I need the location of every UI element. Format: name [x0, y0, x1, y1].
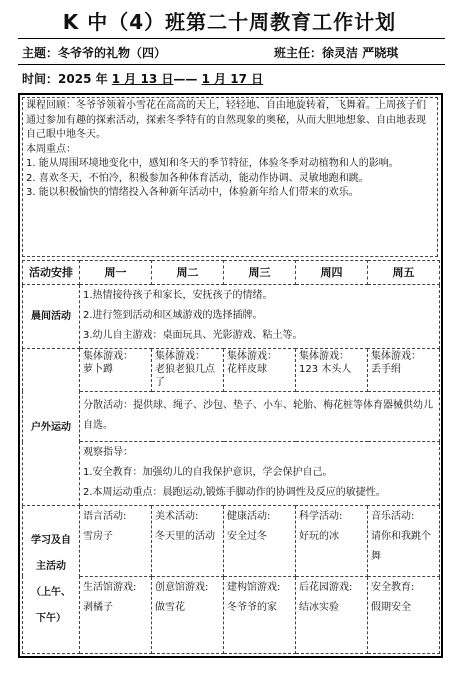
teacher-value: 徐灵洁 严晓琪 — [322, 46, 399, 60]
learning-row-1 — [23, 506, 440, 577]
learning-name: 做雪花 — [155, 601, 185, 613]
day-header: 周四 — [296, 261, 368, 285]
plan-sheet — [18, 93, 443, 658]
guide-item: 2.本周运动重点：晨跑运动,锻炼手脚动作的协调性及反应的敏捷性。 — [83, 487, 386, 499]
learning-cell — [368, 576, 440, 653]
group-game-name: 丢手绢 — [371, 364, 401, 376]
teacher-line — [274, 44, 398, 61]
morning-label: 晨间活动 — [23, 285, 80, 349]
learning-name: 好玩的冰 — [299, 531, 339, 543]
group-game-cell — [368, 349, 440, 392]
learning-name: 结冰实验 — [299, 601, 339, 613]
time-line — [22, 70, 263, 87]
group-game-cell — [224, 349, 296, 392]
course-review: 课程回顾：冬爷爷领着小雪花在高高的天上，轻轻地、自由地旋转着，飞舞着。上周孩子们通过参加有趣的探索活动，探索冬季特有的自然现象的奥秘，从而大胆地想象、自由地表现自己眼中地冬天。 — [26, 100, 426, 140]
morning-item: 3.幼儿自主游戏：桌面玩具、光影游戏、粘土等。 — [83, 330, 303, 342]
outdoor-games-row — [23, 349, 440, 392]
guide-title: 观察指导： — [83, 447, 133, 459]
time-start: 1 月 13 日 — [111, 72, 174, 86]
learning-name: 请你和我跳个舞 — [371, 531, 431, 563]
group-game-cell — [80, 349, 152, 392]
group-game-name: 老狼老狼几点了 — [155, 364, 215, 389]
learning-title: 科学活动: — [299, 511, 343, 523]
meta-divider — [18, 64, 445, 65]
learning-label-line: 下午） — [36, 612, 66, 624]
schedule-header-row — [23, 261, 440, 285]
group-game-name: 萝卜蹲 — [83, 364, 113, 376]
group-game-title: 集体游戏： — [299, 351, 349, 363]
group-game-title: 集体游戏： — [227, 351, 277, 363]
outdoor-label: 户外运动 — [23, 349, 80, 506]
group-game-name: 花样皮球 — [227, 364, 267, 376]
morning-item: 2.进行签到活动和区域游戏的选择插牌。 — [83, 310, 263, 322]
schedule-header-label: 活动安排 — [23, 261, 80, 285]
group-game-name: 123 木头人 — [299, 364, 352, 376]
learning-label-line: 主活动 — [36, 560, 66, 572]
learning-title: 生活馆游戏: — [83, 581, 137, 593]
learning-cell — [296, 506, 368, 577]
day-header: 周一 — [80, 261, 152, 285]
guide-row — [23, 442, 440, 506]
learning-title: 美术活动: — [155, 511, 199, 523]
learning-label-line: 学习及自 — [31, 534, 71, 546]
learning-label-line: （上午、 — [31, 586, 71, 598]
learning-name: 假期安全 — [371, 601, 411, 613]
teacher-label: 班主任： — [274, 46, 323, 60]
group-game-title: 集体游戏： — [83, 351, 133, 363]
observation-guide — [80, 442, 440, 506]
time-end: 1 月 17 日 — [201, 72, 264, 86]
guide-item: 1.安全教育：加强幼儿的自我保护意识，学会保护自己。 — [83, 467, 333, 479]
scattered-row — [23, 391, 440, 442]
learning-title: 安全教育: — [371, 581, 415, 593]
day-header: 周三 — [224, 261, 296, 285]
group-game-cell — [152, 349, 224, 392]
learning-name: 剥橘子 — [83, 601, 113, 613]
learning-cell — [224, 506, 296, 577]
morning-item: 1.热情接待孩子和家长，安抚孩子的情绪。 — [83, 290, 273, 302]
learning-title: 音乐活动: — [371, 511, 415, 523]
focus-point: 2. 喜欢冬天，不怕冷，积极参加各种体育活动，能动作协调、灵敏地跑和跳。 — [26, 172, 369, 184]
time-sep: —— — [173, 72, 198, 86]
learning-cell — [224, 576, 296, 653]
group-game-cell — [296, 349, 368, 392]
learning-cell — [152, 576, 224, 653]
group-game-title: 集体游戏： — [371, 351, 421, 363]
learning-title: 建构馆游戏: — [227, 581, 281, 593]
page-title: K 中（4）班第二十周教育工作计划 — [62, 10, 397, 34]
morning-row — [23, 285, 440, 349]
morning-activities — [80, 285, 440, 349]
learning-cell — [296, 576, 368, 653]
learning-title: 语言活动: — [83, 511, 127, 523]
focus-point: 1. 能从周围环境地变化中，感知和冬天的季节特征，体验冬季对动植物和人的影响。 — [26, 158, 399, 169]
time-label: 时间： — [22, 72, 59, 86]
learning-row-2 — [23, 576, 440, 653]
focus-point: 3. 能以积极愉快的情绪投入各种新年活动中，体验新年给人们带来的欢乐。 — [26, 187, 359, 198]
learning-label — [23, 506, 80, 654]
title-divider — [18, 38, 445, 39]
learning-cell — [80, 506, 152, 577]
learning-cell — [368, 506, 440, 577]
learning-name: 冬天里的活动 — [155, 531, 215, 543]
day-header: 周二 — [152, 261, 224, 285]
focus-title: 本周重点： — [26, 143, 76, 155]
course-intro — [22, 97, 438, 257]
theme-line — [22, 44, 166, 61]
learning-title: 创意馆游戏: — [155, 581, 209, 593]
learning-title: 健康活动: — [227, 511, 271, 523]
day-header: 周五 — [368, 261, 440, 285]
learning-title: 后花园游戏: — [299, 581, 353, 593]
theme-label: 主题： — [22, 46, 59, 60]
group-game-title: 集体游戏： — [155, 351, 205, 363]
learning-cell — [80, 576, 152, 653]
learning-cell — [152, 506, 224, 577]
learning-name: 冬爷爷的家 — [227, 601, 277, 613]
time-year: 2025 年 — [58, 72, 108, 86]
theme-value: 冬爷爷的礼物（四） — [58, 46, 167, 60]
learning-name: 雪房子 — [83, 531, 113, 543]
learning-name: 安全过冬 — [227, 531, 267, 543]
scattered-activities: 分散活动：提供球、绳子、沙包、垫子、小车、轮胎、梅花桩等体育器械供幼儿自选。 — [80, 391, 440, 442]
schedule-table — [22, 260, 440, 654]
